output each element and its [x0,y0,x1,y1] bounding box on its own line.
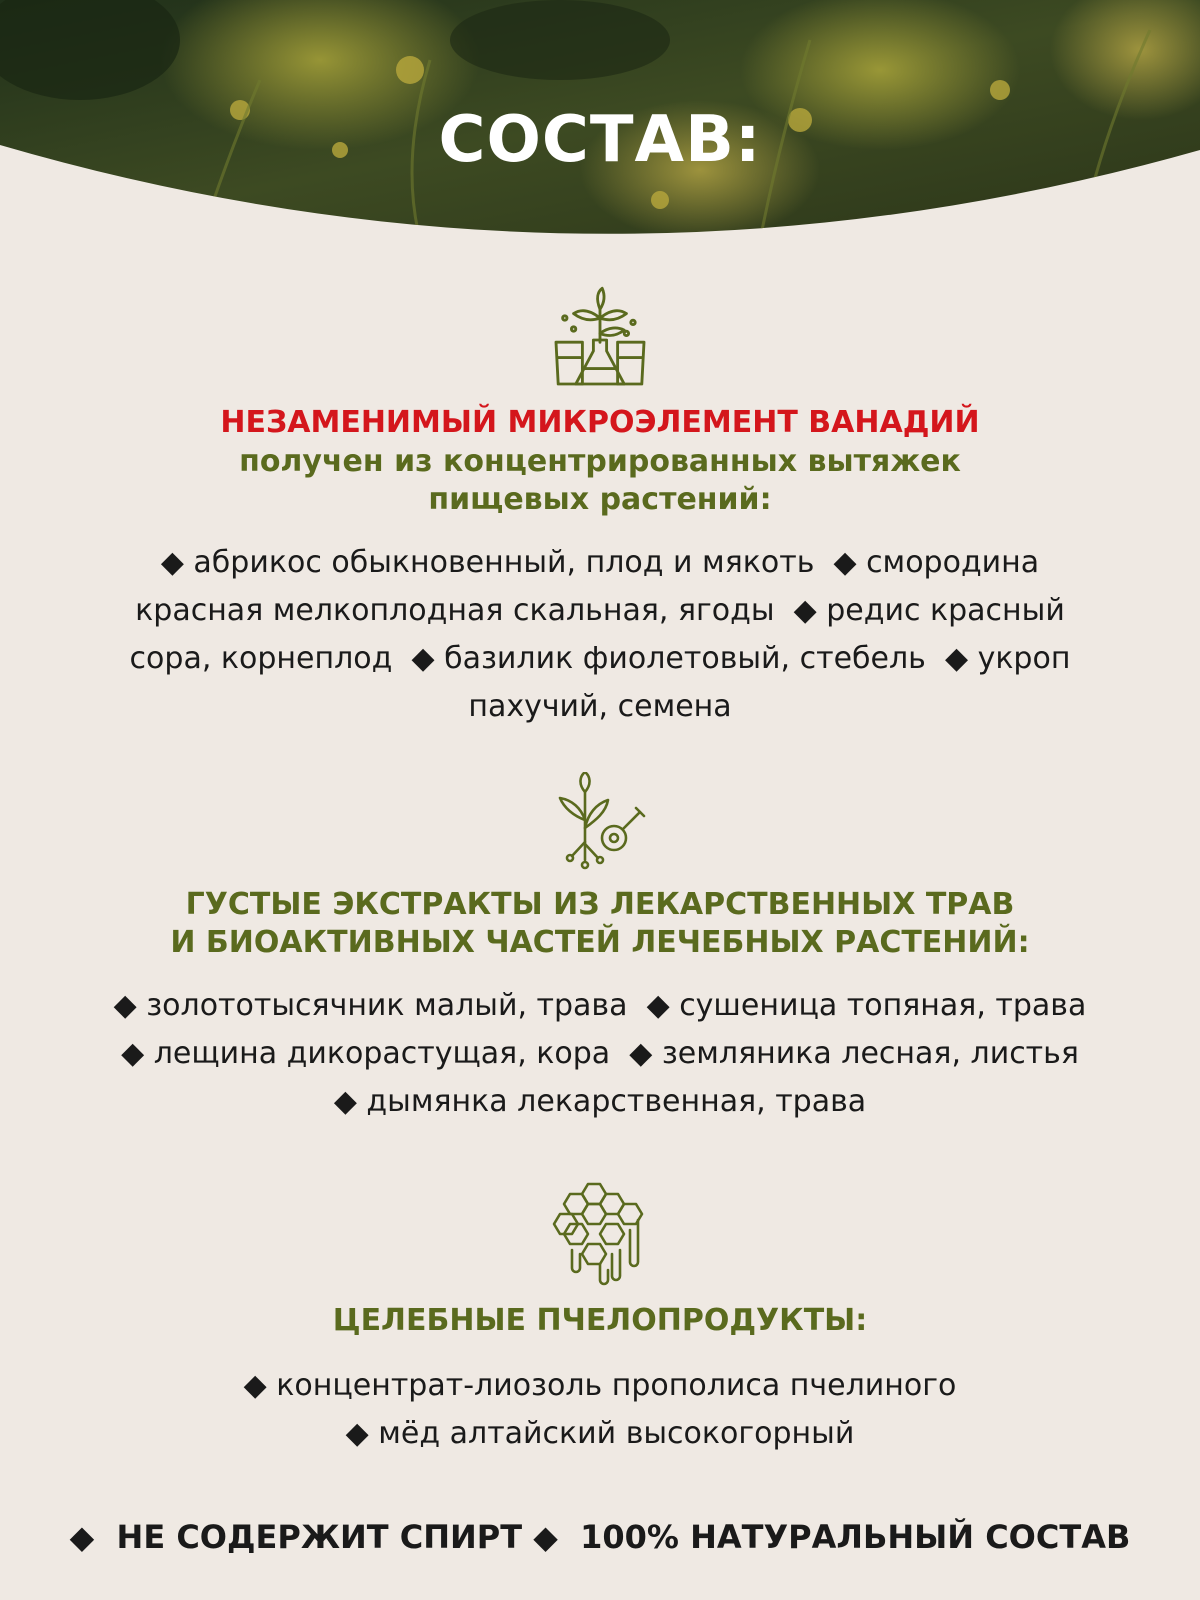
list-item: базилик фиолетовый, стебель [444,641,926,676]
no-alcohol-claim: НЕ СОДЕРЖИТ СПИРТ [116,1518,523,1556]
bullet-icon: ◆ [944,641,978,676]
bullet-icon: ◆ [333,1084,367,1119]
list-item: земляника лесная, листья [661,1036,1079,1071]
list-item: укроп пахучий, семена [468,641,1071,724]
bullet-icon: ◆ [345,1416,379,1451]
section-title: НЕЗАМЕНИМЫЙ МИКРОЭЛЕМЕНТ ВАНАДИЙ [220,405,980,440]
herb-magnifier-icon [550,772,650,872]
section-bee-products [0,1180,1200,1458]
bullet-icon: ◆ [411,641,445,676]
section-subtitle-line: получен из концентрированных вытяжек [239,444,961,479]
bullet-icon: ◆ [793,593,827,628]
ingredient-list [80,982,1120,1126]
list-item: смородина красная мелкоплодная скальная, ягоды [135,545,1040,628]
section-vanadium [0,285,1200,731]
list-item: редис красный сора, корнеплод [129,593,1065,676]
header-banner [0,0,1200,240]
list-item: сушеница топяная, трава [679,988,1087,1023]
list-item: мёд алтайский высокогорный [378,1416,855,1451]
section-herbal-extracts [0,772,1200,1126]
bullet-icon: ◆ [646,988,680,1023]
bullet-icon: ◆ [113,988,147,1023]
bullet-icon: ◆ [69,1518,117,1556]
section-title: ЦЕЛЕБНЫЕ ПЧЕЛОПРОДУКТЫ: [332,1303,868,1338]
list-item: абрикос обыкновенный, плод и мякоть [193,545,815,580]
list-item: дымянка лекарственная, трава [366,1084,867,1119]
section-subtitle-line: пищевых растений: [428,482,772,517]
list-item: золототысячник малый, трава [146,988,628,1023]
ingredient-list [95,539,1105,731]
bullet-icon: ◆ [160,545,194,580]
lab-plant-icon [545,285,655,395]
section-title-line: ГУСТЫЕ ЭКСТРАКТЫ ИЗ ЛЕКАРСТВЕННЫХ ТРАВ [185,887,1015,922]
bullet-icon: ◆ [243,1368,277,1403]
bullet-icon: ◆ [833,545,867,580]
bullet-icon: ◆ [629,1036,662,1071]
natural-claim: 100% НАТУРАЛЬНЫЙ СОСТАВ [580,1518,1131,1556]
bullet-icon: ◆ [533,1518,581,1556]
ingredient-list [80,1362,1120,1458]
bullet-icon: ◆ [121,1036,154,1071]
page-title: СОСТАВ: [438,103,762,177]
list-item: лещина дикорастущая, кора [153,1036,611,1071]
section-title-line: И БИОАКТИВНЫХ ЧАСТЕЙ ЛЕЧЕБНЫХ РАСТЕНИЙ: [170,925,1030,960]
list-item: концентрат-лиозоль прополиса пчелиного [276,1368,957,1403]
footer-claims [0,1512,1200,1562]
honeycomb-icon [550,1180,650,1290]
